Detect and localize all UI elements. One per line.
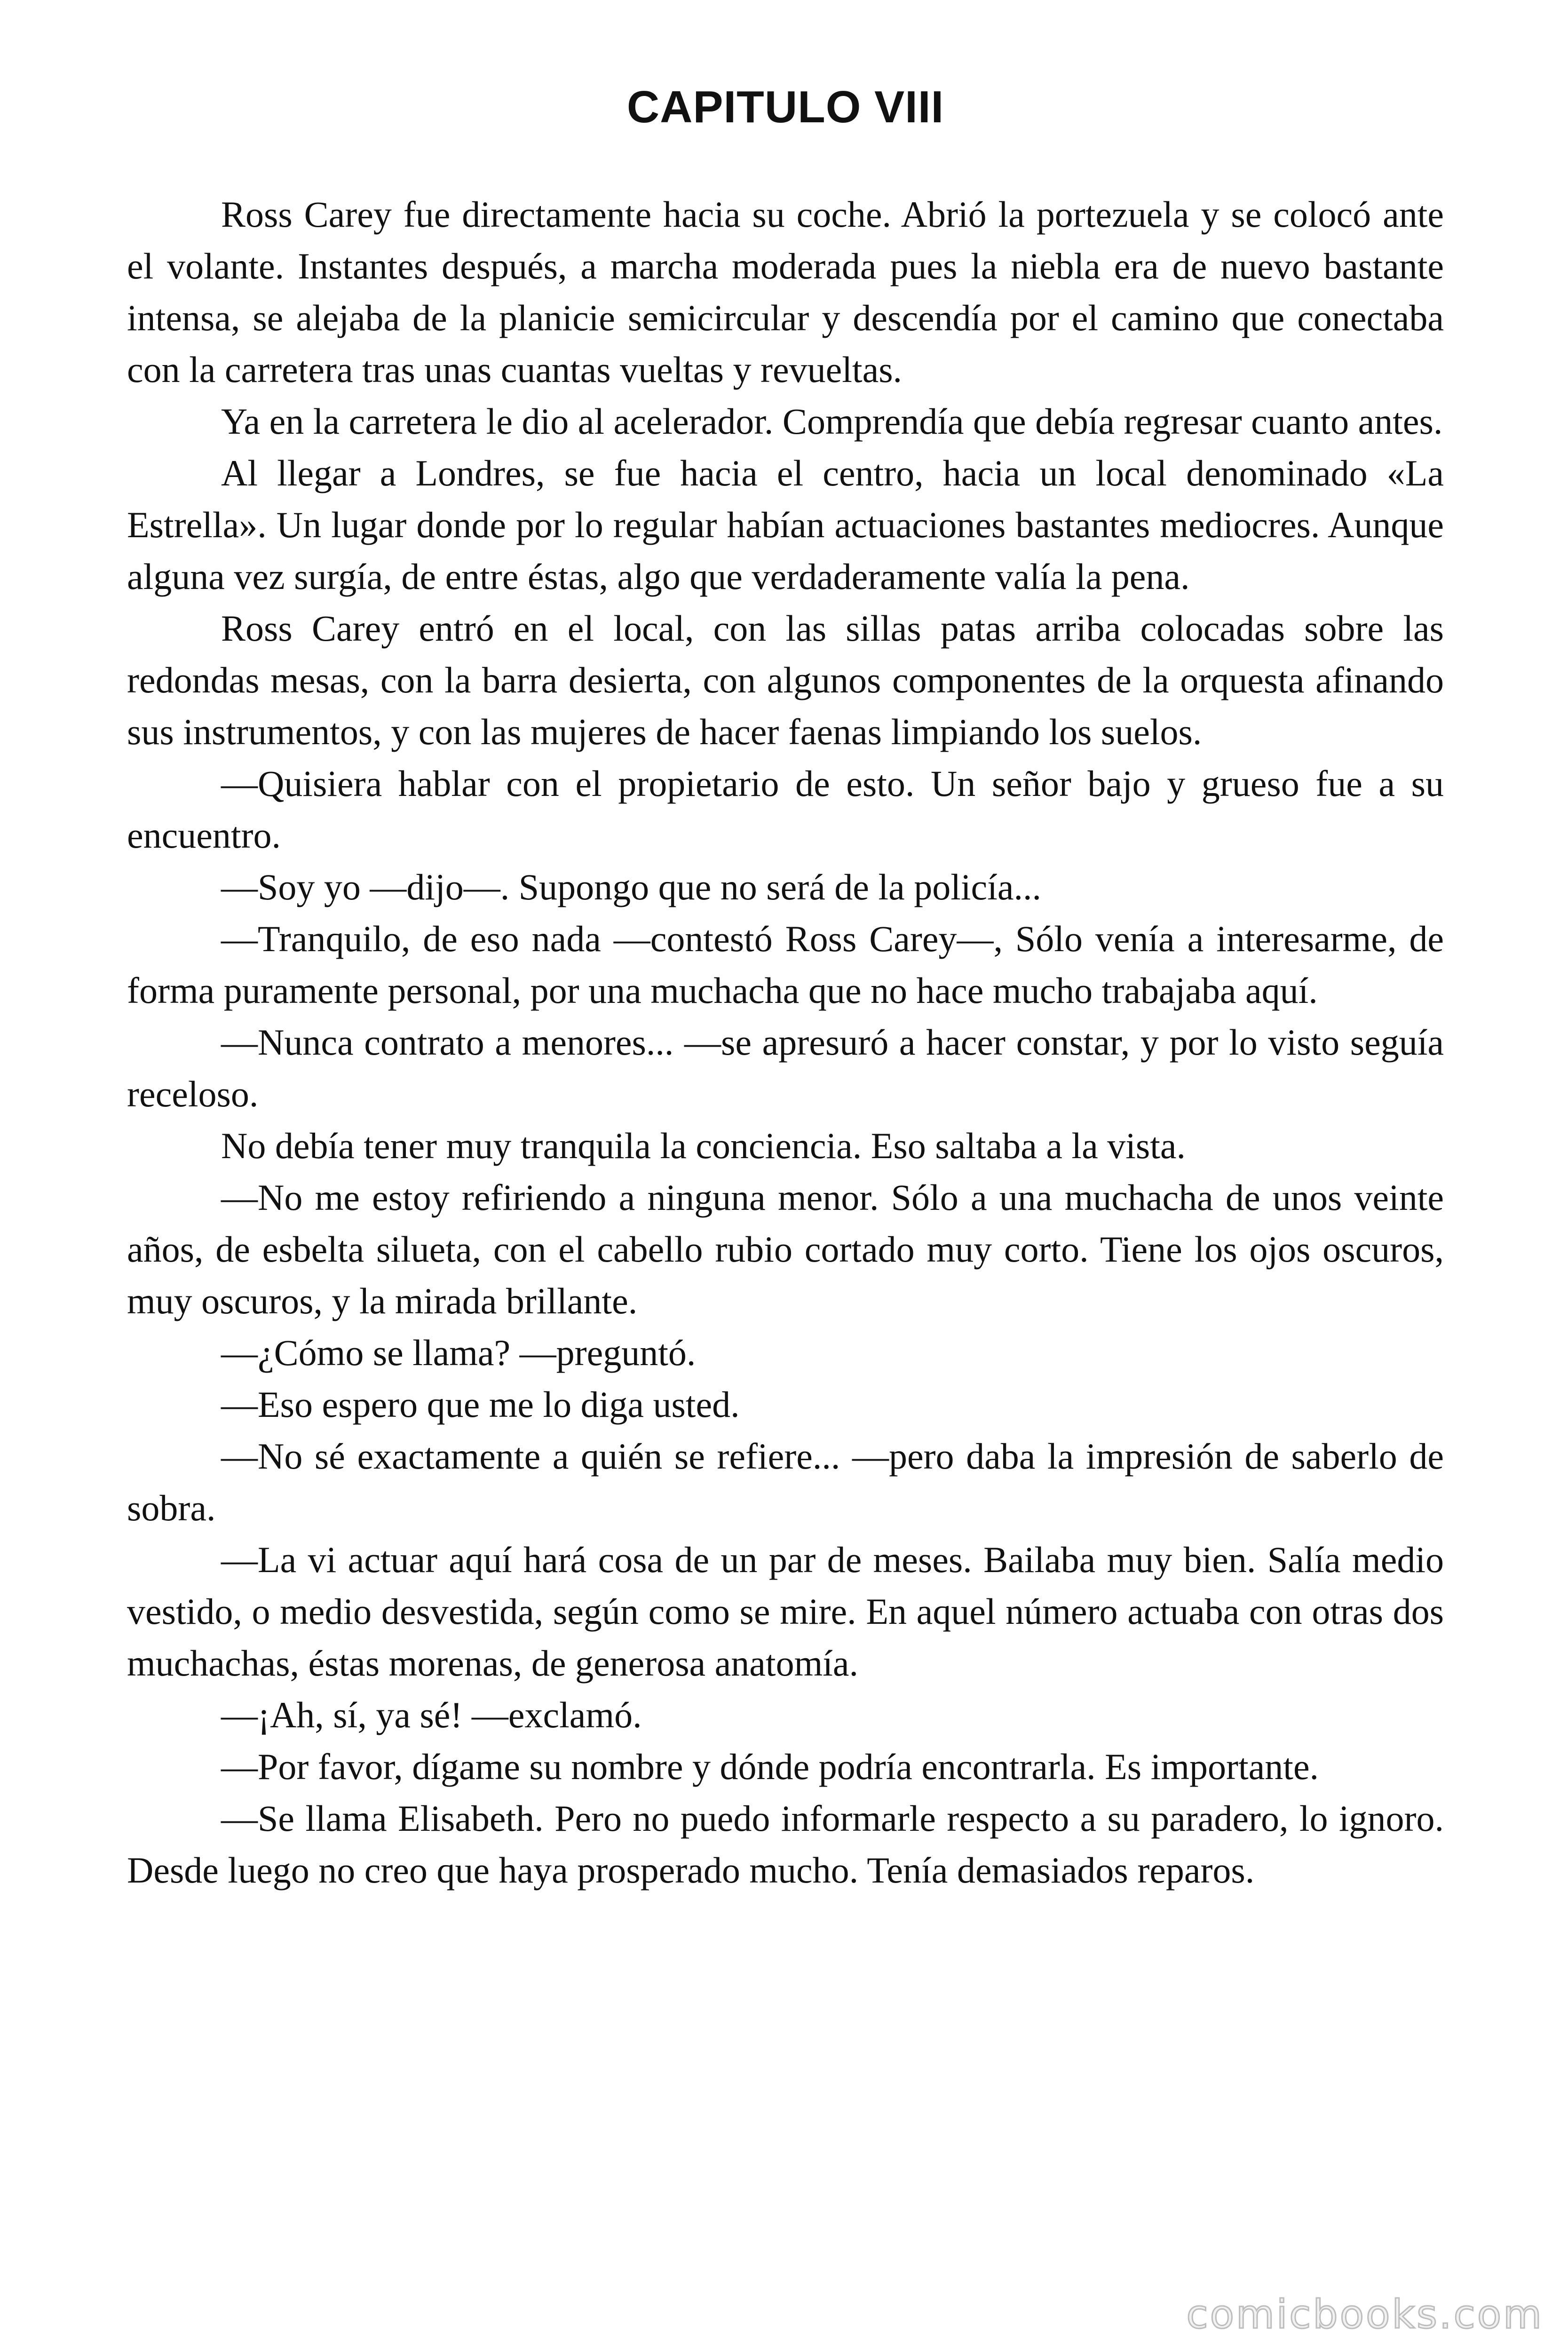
book-page (127, 82, 1444, 1896)
dialogue-line: —¿Cómo se llama? —preguntó. (221, 1332, 696, 1373)
paragraph: Ya en la carretera le dio al acelerador. Comprendía que debía regresar cuanto antes. (221, 400, 1443, 442)
dialogue-line: —Eso espero que me lo diga usted. (221, 1383, 740, 1425)
dialogue-line: —¡Ah, sí, ya sé! —exclamó. (221, 1694, 642, 1735)
dialogue-line: —Nunca contrato a menores... —se apresuró a hacer constar, y por lo visto seguía receloso. (127, 1021, 1444, 1114)
dialogue-line: —Se llama Elisabeth. Pero no puedo informarle respecto a su paradero, lo ignoro. Desde luego no creo que haya prosperado mucho. Tenía demasiados reparos. (127, 1797, 1444, 1891)
dialogue-line: —Por favor, dígame su nombre y dónde podría encontrarla. Es importante. (221, 1746, 1319, 1787)
paragraph: Ross Carey fue directamente hacia su coche. Abrió la portezuela y se colocó ante el volante. Instantes después, a marcha moderada pues la niebla era de nuevo bastante intensa, se alejaba de la planicie semicircular y descendía por el camino que conectaba con la carretera tras unas cuantas vueltas y revueltas. (127, 193, 1444, 390)
paragraph: Al llegar a Londres, se fue hacia el centro, hacia un local denominado «La Estrella». Un lugar donde por lo regular habían actuaciones bastantes mediocres. Aunque alguna vez surgía, de entre éstas, algo que verdaderamente valía la pena. (127, 452, 1444, 597)
dialogue-line: —No me estoy refiriendo a ninguna menor. Sólo a una muchacha de unos veinte años, de esbelta silueta, con el cabello rubio cortado muy corto. Tiene los ojos oscuros, muy oscuros, y la mirada brillante. (127, 1176, 1444, 1321)
dialogue-line: —Soy yo —dijo—. Supongo que no será de la policía... (221, 866, 1041, 907)
site-watermark: comicbooks.com (1186, 2291, 1544, 2337)
paragraph: No debía tener muy tranquila la conciencia. Eso saltaba a la vista. (221, 1125, 1186, 1166)
chapter-title: CAPITULO VIII (626, 82, 944, 132)
chapter-body (127, 189, 1444, 1896)
dialogue-line: —Tranquilo, de eso nada —contestó Ross Carey—, Sólo venía a interesarme, de forma puramente personal, por una muchacha que no hace mucho trabajaba aquí. (127, 918, 1444, 1011)
dialogue-line: —La vi actuar aquí hará cosa de un par de meses. Bailaba muy bien. Salía medio vestido, o medio desvestida, según como se mire. En aquel número actuaba con otras dos muchachas, éstas morenas, de generosa anatomía. (127, 1539, 1444, 1684)
dialogue-line: —No sé exactamente a quién se refiere... —pero daba la impresión de saberlo de sobra. (127, 1435, 1444, 1528)
dialogue-line: —Quisiera hablar con el propietario de esto. Un señor bajo y grueso fue a su encuentro. (127, 763, 1444, 856)
paragraph: Ross Carey entró en el local, con las sillas patas arriba colocadas sobre las redondas mesas, con la barra desierta, con algunos componentes de la orquesta afinando sus instrumentos, y con las mujeres de hacer faenas limpiando los suelos. (127, 607, 1444, 752)
